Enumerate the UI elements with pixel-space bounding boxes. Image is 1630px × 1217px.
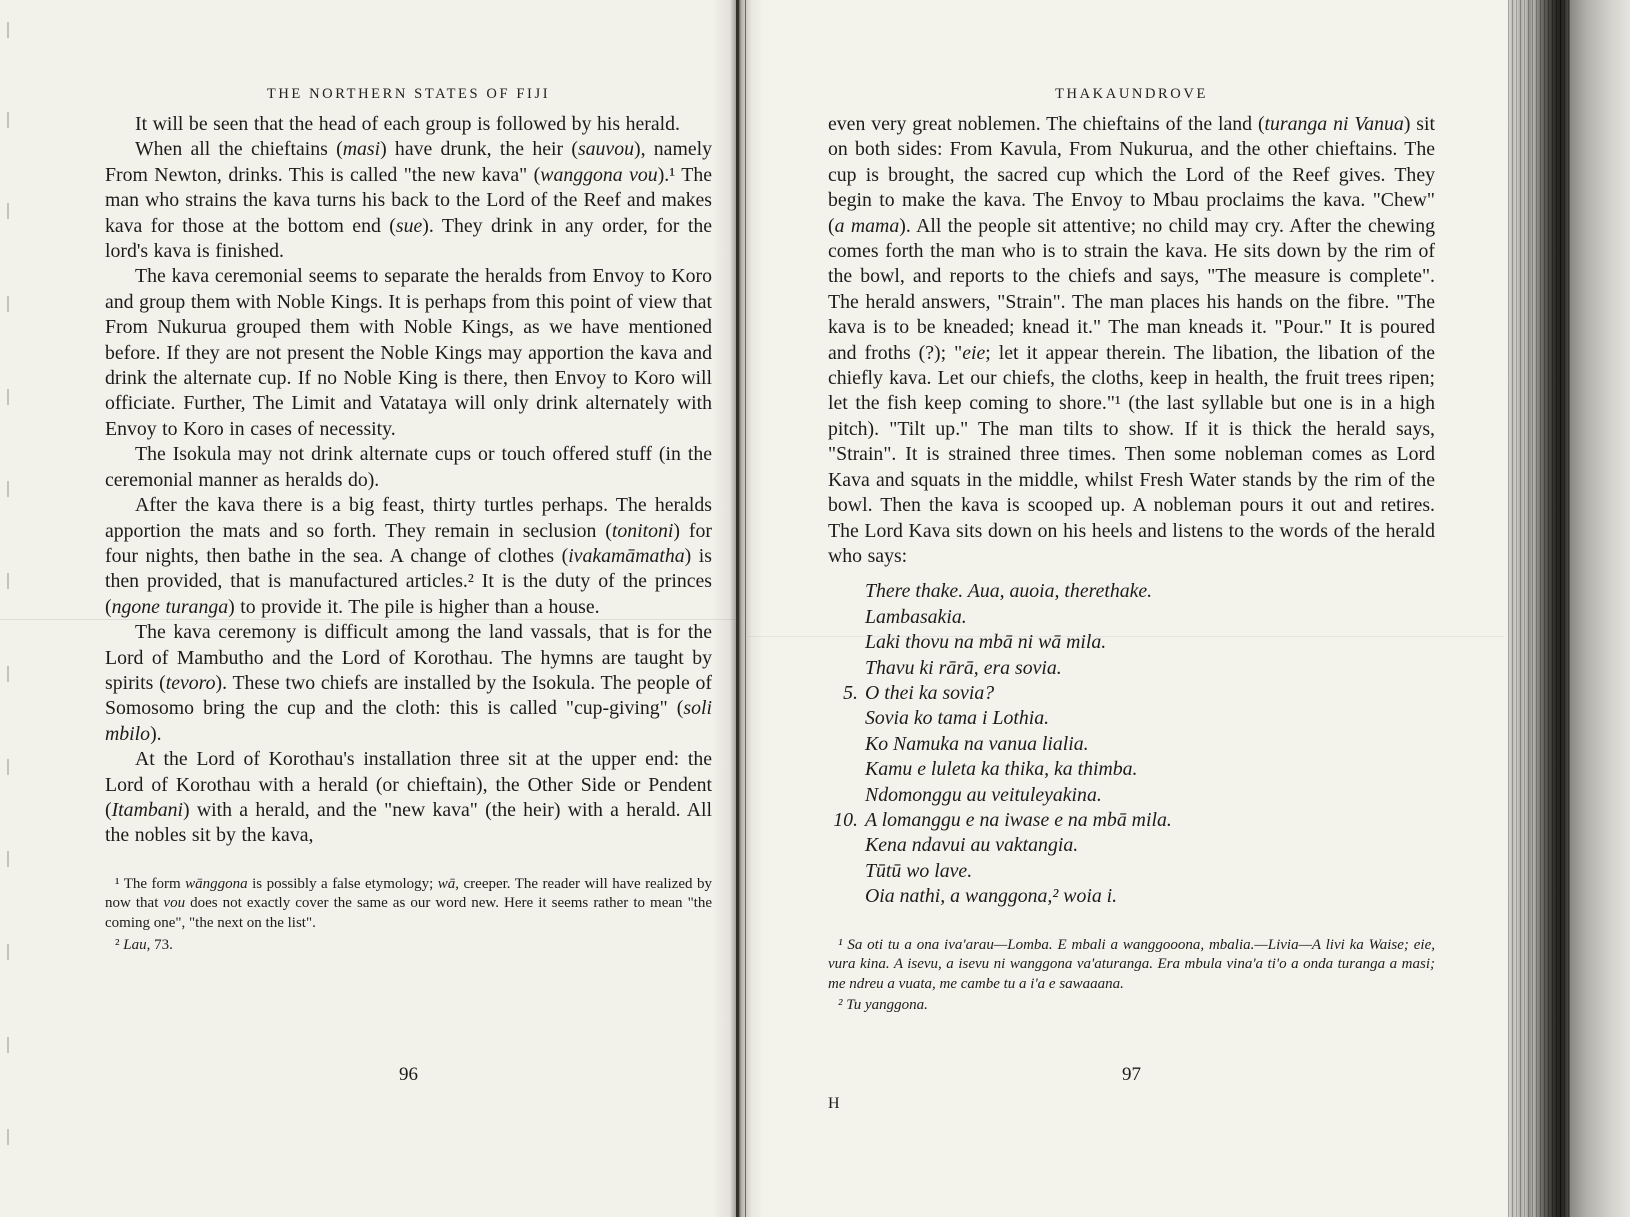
paragraph: It will be seen that the head of each group is followed by his herald. <box>135 113 680 135</box>
verse-line <box>830 681 1435 706</box>
scan-edge-mark <box>7 481 9 497</box>
footnote: ¹ Sa oti tu a ona iva'arau—Lomba. E mbali a wanggooona, mbalia.—Livia—A livi ka Waise; eie, vura kina. A isevu, a isevu ni wanggona va'aturanga. Era mbula vina'a ti'o a onda turanga a masi; me ndreu a vuata, me cambe tu a i'a e sawaaana. <box>828 936 1435 992</box>
verse-text: O thei ka sovia? <box>865 681 995 704</box>
scan-edge-mark <box>7 112 9 128</box>
running-head-right: THAKAUNDROVE <box>1055 86 1208 102</box>
footnote: ¹ The form wānggona is possibly a false etymology; wā, creeper. The reader will have realized by now that vou does not exactly cover the same as our word new. Here it seems rather to mean "the coming one", "the next on the list". <box>105 875 713 931</box>
scan-edge-mark <box>7 573 9 589</box>
page-number-left: 96 <box>399 1064 418 1085</box>
verse-text: Tūtū wo lave. <box>865 859 973 882</box>
page-edges-stack <box>1508 0 1570 1217</box>
scan-edge-mark <box>7 759 9 775</box>
footnotes-left <box>105 875 712 955</box>
verse-line <box>830 808 1435 833</box>
paragraph: At the Lord of Korothau's installation three sit at the upper end: the Lord of Korothau with a herald (or chieftain), the Other Side or Pendent (Itambani) with a herald, and the "new kava" (the heir) with a herald. All the nobles sit by the kava, <box>105 748 712 847</box>
paragraph: After the kava there is a big feast, thirty turtles perhaps. The heralds apportion the mats and so forth. They remain in seclusion (tonitoni) for four nights, then bathe in the sea. A change of clothes (ivakamāmatha) is then provided, that is manufactured articles.² It is the duty of the princes (ngone turanga) to provide it. The pile is higher than a house. <box>105 494 712 618</box>
paragraph: even very great noblemen. The chieftains of the land (turanga ni Vanua) sit on both sides: From Kavula, From Nukurua, and the other chieftains. The cup is brought, the sacred cup which the Lord of the Reef gives. They begin to make the kava. The Envoy to Mbau proclaims the kava. "Chew" (a mama). All the people sit attentive; no child may cry. After the chewing comes forth the man who is to strain the kava. He sits down by the rim of the bowl, and reports to the chiefs and says, "The measure is complete". The herald answers, "Strain". The man places his hands on the fibre. "The kava is to be kneaded; knead it." The man kneads it. "Pour." It is poured and froths (?); "eie; let it appear therein. The libation, the libation of the chiefly kava. Let our chiefs, the cloths, keep in health, the fruit trees ripen; let the fish keep coming to shore."¹ (the last syllable but one is in a high pitch). "Tilt up." The man tilts to show. If it is thick the herald says, "Strain". It is strained three times. Then some nobleman comes as Lord Kava and squats in the middle, whilst Fresh Water stands by the rim of the bowl. Then the kava is scooped up. A nobleman pours it out and retires. The Lord Kava sits down on his heels and listens to the words of the herald who says: <box>828 113 1435 567</box>
left-text-block <box>105 86 712 957</box>
scan-edge-mark <box>7 22 9 38</box>
verse-text: Kamu e luleta ka thika, ka thimba. <box>865 758 1138 781</box>
right-page <box>740 0 1508 1217</box>
footnote: ² Lau, 73. <box>115 936 173 953</box>
scan-edge-mark <box>7 666 9 682</box>
footnotes-right <box>828 936 1435 1016</box>
verse-line <box>830 630 1435 655</box>
verse-number: 5. <box>843 681 858 704</box>
verse-line <box>830 579 1435 604</box>
scan-edge-mark <box>7 1129 9 1145</box>
left-page <box>0 0 740 1217</box>
paragraph: The kava ceremonial seems to separate the heralds from Envoy to Koro and group them with Noble Kings. It is perhaps from this point of view that From Nukurua grouped them with Noble Kings, as we have mentioned before. If they are not present the Noble Kings may apportion the kava and drink the alternate cup. If no Noble King is there, then Envoy to Koro will officiate. Further, The Limit and Vatataya will only drink alternately with Envoy to Koro in cases of necessity. <box>105 265 712 440</box>
verse-line <box>830 732 1435 757</box>
verse-text: A lomanggu e na iwase e na mbā mila. <box>865 808 1172 831</box>
binding-gutter-line-thin <box>745 0 746 1217</box>
verse-line <box>830 859 1435 884</box>
verse-text: Sovia ko tama i Lothia. <box>865 707 1050 730</box>
verse-text: Ko Namuka na vanua lialia. <box>865 732 1089 755</box>
verse-block <box>830 579 1435 909</box>
running-head-left: THE NORTHERN STATES OF FIJI <box>266 86 551 102</box>
paragraph: The Isokula may not drink alternate cups or touch offered stuff (in the ceremonial manner as heralds do). <box>105 443 712 491</box>
binding-gutter-line <box>736 0 739 1217</box>
verse-line <box>830 706 1435 731</box>
scan-edge-mark <box>7 944 9 960</box>
verse-line <box>830 884 1435 909</box>
right-text-block <box>828 86 1435 1018</box>
verse-text: Laki thovu na mbā ni wā mila. <box>865 631 1107 654</box>
verse-line <box>830 783 1435 808</box>
scan-edge-mark <box>7 203 9 219</box>
verse-text: Oia nathi, a wanggona,² woia i. <box>865 885 1118 908</box>
scan-edge-mark <box>7 389 9 405</box>
scan-edge-mark <box>7 851 9 867</box>
verse-line <box>830 833 1435 858</box>
verse-number: 10. <box>833 808 858 831</box>
paragraph: When all the chieftains (masi) have drunk, the heir (sauvou), namely From Newton, drinks. This is called "the new kava" (wanggona vou).¹ The man who strains the kava turns his back to the Lord of the Reef and makes kava for those at the bottom end (sue). They drink in any order, for the lord's kava is finished. <box>105 138 713 263</box>
page-number-right: 97 <box>1122 1064 1141 1085</box>
verse-text: There thake. Aua, auoia, therethake. <box>865 580 1153 603</box>
verse-text: Ndomonggu au veituleyakina. <box>865 783 1102 806</box>
verse-text: Kena ndavui au vaktangia. <box>865 834 1079 857</box>
signature-mark: H <box>828 1095 840 1112</box>
footnote: ² Tu yanggona. <box>838 997 928 1014</box>
verse-line <box>830 757 1435 782</box>
verse-line <box>830 605 1435 630</box>
verse-line <box>830 656 1435 681</box>
verse-text: Thavu ki rārā, era sovia. <box>865 656 1062 679</box>
scan-edge-mark <box>7 1037 9 1053</box>
verse-text: Lambasakia. <box>865 605 967 628</box>
scan-edge-mark <box>7 296 9 312</box>
scan-right-margin <box>1570 0 1630 1217</box>
paragraph: The kava ceremony is difficult among the land vassals, that is for the Lord of Mambutho and the Lord of Korothau. The hymns are taught by spirits (tevoro). These two chiefs are installed by the Isokula. The people of Somosomo bring the cup and the cloth: this is called "cup-giving" (soli mbilo). <box>105 621 712 745</box>
